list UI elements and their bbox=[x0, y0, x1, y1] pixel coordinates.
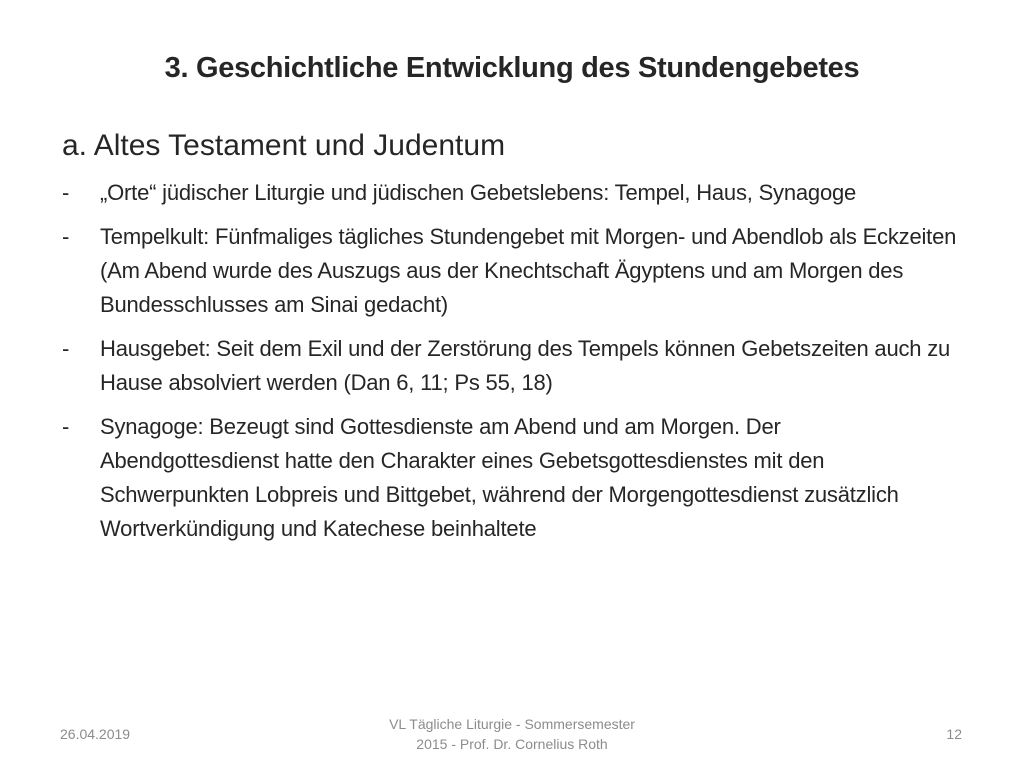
footer-page-number: 12 bbox=[946, 726, 962, 742]
bullet-text: Tempelkult: Fünfmaliges tägliches Stundengebet mit Morgen- und Abendlob als Eckzeiten (Am Abend wurde des Auszugs aus der Knechtschaft Ägyptens und am Morgen des Bundesschlusses am Sinai gedacht) bbox=[100, 224, 957, 317]
section-subheading: a. Altes Testament und Judentum bbox=[62, 129, 506, 162]
bullet-item-synagoge bbox=[62, 410, 962, 546]
bullet-item-hausgebet bbox=[62, 332, 962, 400]
bullet-marker: - bbox=[62, 336, 70, 361]
footer-course-line: VL Tägliche Liturgie - Sommersemester bbox=[389, 716, 635, 732]
bullet-item-tempelkult bbox=[62, 220, 962, 322]
bullet-text: Hausgebet: Seit dem Exil und der Zerstörung des Tempels können Gebetszeiten auch zu Hause absolviert werden (Dan 6, 11; Ps 55, 18) bbox=[100, 336, 951, 395]
bullet-text: Synagoge: Bezeugt sind Gottesdienste am Abend und am Morgen. Der Abendgottesdienst hatte den Charakter eines Gebetsgottesdienstes mit den Schwerpunkten Lobpreis und Bittgebet, während der Morgengottesdienst zusätzlich Wortverkündigung und Katechese beinhaltete bbox=[100, 414, 899, 541]
bullet-marker: - bbox=[62, 224, 70, 249]
bullet-list bbox=[62, 176, 962, 556]
bullet-text: „Orte“ jüdischer Liturgie und jüdischen Gebetslebens: Tempel, Haus, Synagoge bbox=[100, 180, 857, 205]
footer-date: 26.04.2019 bbox=[60, 726, 131, 742]
bullet-item-orte bbox=[62, 176, 962, 210]
footer-author-line: 2015 - Prof. Dr. Cornelius Roth bbox=[416, 736, 608, 752]
bullet-marker: - bbox=[62, 180, 70, 205]
bullet-marker: - bbox=[62, 414, 70, 439]
footer-center-text bbox=[362, 714, 662, 754]
slide-title: 3. Geschichtliche Entwicklung des Stundengebetes bbox=[164, 52, 860, 84]
